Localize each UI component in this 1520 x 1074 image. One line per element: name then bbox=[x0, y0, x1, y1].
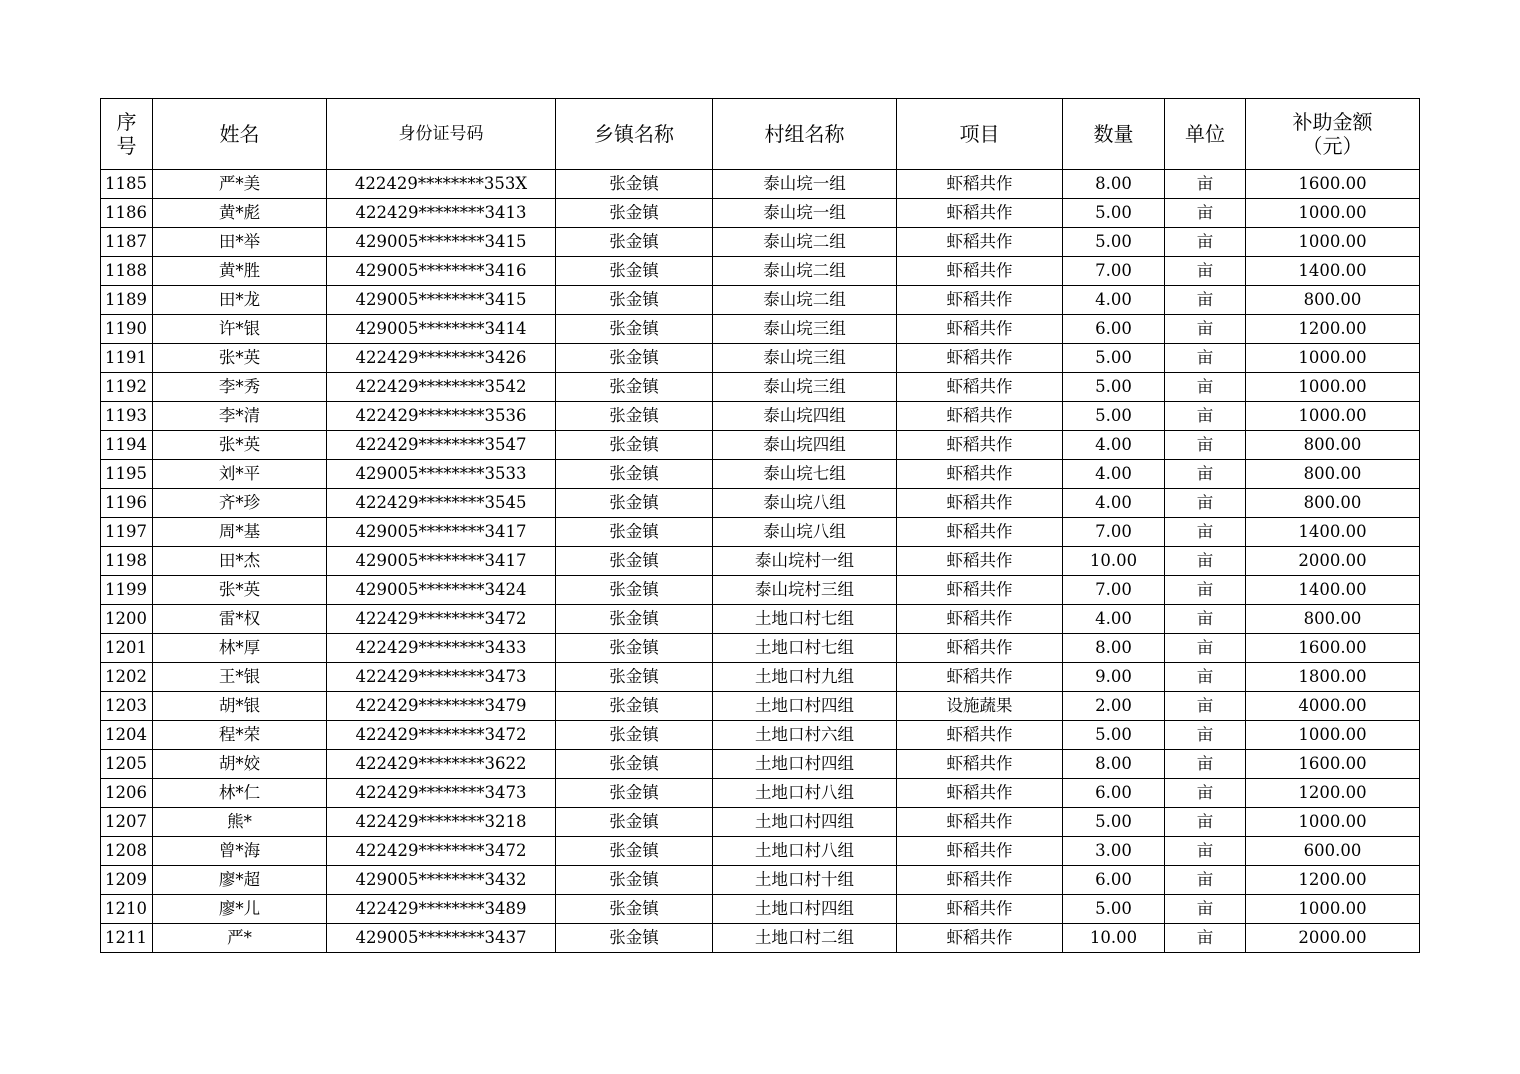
cell-seq: 1192 bbox=[101, 373, 153, 402]
cell-seq: 1185 bbox=[101, 170, 153, 199]
cell-unit: 亩 bbox=[1165, 634, 1246, 663]
cell-name: 田*杰 bbox=[153, 547, 327, 576]
cell-project: 虾稻共作 bbox=[897, 170, 1063, 199]
cell-name: 黄*胜 bbox=[153, 257, 327, 286]
cell-project: 虾稻共作 bbox=[897, 286, 1063, 315]
cell-town: 张金镇 bbox=[556, 170, 713, 199]
cell-quantity: 5.00 bbox=[1063, 373, 1165, 402]
cell-quantity: 8.00 bbox=[1063, 634, 1165, 663]
cell-town: 张金镇 bbox=[556, 431, 713, 460]
cell-name: 田*举 bbox=[153, 228, 327, 257]
cell-town: 张金镇 bbox=[556, 460, 713, 489]
cell-seq: 1199 bbox=[101, 576, 153, 605]
cell-name: 熊* bbox=[153, 808, 327, 837]
table-row bbox=[101, 460, 1420, 489]
cell-village: 泰山垸八组 bbox=[713, 518, 897, 547]
cell-amount: 800.00 bbox=[1246, 431, 1420, 460]
cell-town: 张金镇 bbox=[556, 257, 713, 286]
table-row bbox=[101, 750, 1420, 779]
cell-id-number: 422429********3472 bbox=[327, 837, 556, 866]
cell-name: 严* bbox=[153, 924, 327, 953]
cell-town: 张金镇 bbox=[556, 199, 713, 228]
cell-village: 泰山垸一组 bbox=[713, 199, 897, 228]
cell-quantity: 7.00 bbox=[1063, 518, 1165, 547]
cell-village: 土地口村四组 bbox=[713, 750, 897, 779]
cell-village: 泰山垸四组 bbox=[713, 431, 897, 460]
table-row bbox=[101, 170, 1420, 199]
cell-seq: 1189 bbox=[101, 286, 153, 315]
cell-id-number: 422429********3472 bbox=[327, 721, 556, 750]
header-seq-line2: 号 bbox=[116, 134, 137, 158]
cell-project: 虾稻共作 bbox=[897, 228, 1063, 257]
header-amount-line1: 补助金额 bbox=[1292, 110, 1373, 134]
cell-name: 刘*平 bbox=[153, 460, 327, 489]
cell-id-number: 429005********3415 bbox=[327, 286, 556, 315]
cell-project: 虾稻共作 bbox=[897, 315, 1063, 344]
cell-village: 泰山垸七组 bbox=[713, 460, 897, 489]
cell-village: 泰山垸村三组 bbox=[713, 576, 897, 605]
cell-village: 土地口村七组 bbox=[713, 634, 897, 663]
cell-unit: 亩 bbox=[1165, 402, 1246, 431]
cell-quantity: 3.00 bbox=[1063, 837, 1165, 866]
cell-town: 张金镇 bbox=[556, 895, 713, 924]
cell-unit: 亩 bbox=[1165, 373, 1246, 402]
cell-town: 张金镇 bbox=[556, 315, 713, 344]
cell-name: 胡*姣 bbox=[153, 750, 327, 779]
cell-town: 张金镇 bbox=[556, 576, 713, 605]
header-row bbox=[101, 99, 1420, 170]
cell-id-number: 422429********3622 bbox=[327, 750, 556, 779]
table-row bbox=[101, 547, 1420, 576]
cell-id-number: 422429********3473 bbox=[327, 779, 556, 808]
table-row bbox=[101, 605, 1420, 634]
cell-seq: 1204 bbox=[101, 721, 153, 750]
cell-seq: 1187 bbox=[101, 228, 153, 257]
header-unit: 单位 bbox=[1165, 99, 1246, 170]
cell-id-number: 429005********3415 bbox=[327, 228, 556, 257]
cell-project: 虾稻共作 bbox=[897, 895, 1063, 924]
cell-amount: 1400.00 bbox=[1246, 518, 1420, 547]
cell-amount: 1000.00 bbox=[1246, 344, 1420, 373]
cell-project: 虾稻共作 bbox=[897, 779, 1063, 808]
cell-name: 廖*超 bbox=[153, 866, 327, 895]
cell-name: 严*美 bbox=[153, 170, 327, 199]
cell-unit: 亩 bbox=[1165, 286, 1246, 315]
cell-quantity: 5.00 bbox=[1063, 402, 1165, 431]
cell-seq: 1191 bbox=[101, 344, 153, 373]
cell-seq: 1186 bbox=[101, 199, 153, 228]
cell-amount: 1000.00 bbox=[1246, 721, 1420, 750]
cell-village: 泰山垸二组 bbox=[713, 286, 897, 315]
cell-unit: 亩 bbox=[1165, 460, 1246, 489]
header-town: 乡镇名称 bbox=[556, 99, 713, 170]
cell-quantity: 5.00 bbox=[1063, 228, 1165, 257]
cell-unit: 亩 bbox=[1165, 808, 1246, 837]
cell-id-number: 429005********3417 bbox=[327, 547, 556, 576]
cell-quantity: 2.00 bbox=[1063, 692, 1165, 721]
table-row bbox=[101, 315, 1420, 344]
cell-quantity: 7.00 bbox=[1063, 576, 1165, 605]
cell-seq: 1194 bbox=[101, 431, 153, 460]
cell-amount: 1000.00 bbox=[1246, 373, 1420, 402]
cell-id-number: 422429********3413 bbox=[327, 199, 556, 228]
cell-town: 张金镇 bbox=[556, 721, 713, 750]
cell-project: 虾稻共作 bbox=[897, 750, 1063, 779]
cell-quantity: 8.00 bbox=[1063, 170, 1165, 199]
cell-name: 张*英 bbox=[153, 431, 327, 460]
cell-unit: 亩 bbox=[1165, 721, 1246, 750]
cell-unit: 亩 bbox=[1165, 489, 1246, 518]
cell-id-number: 429005********3417 bbox=[327, 518, 556, 547]
table-row bbox=[101, 779, 1420, 808]
cell-village: 土地口村七组 bbox=[713, 605, 897, 634]
cell-name: 林*仁 bbox=[153, 779, 327, 808]
cell-amount: 2000.00 bbox=[1246, 924, 1420, 953]
cell-quantity: 5.00 bbox=[1063, 808, 1165, 837]
cell-village: 泰山垸村一组 bbox=[713, 547, 897, 576]
cell-id-number: 429005********3414 bbox=[327, 315, 556, 344]
cell-name: 周*基 bbox=[153, 518, 327, 547]
cell-id-number: 422429********353X bbox=[327, 170, 556, 199]
cell-name: 齐*珍 bbox=[153, 489, 327, 518]
table-row bbox=[101, 837, 1420, 866]
cell-town: 张金镇 bbox=[556, 663, 713, 692]
cell-unit: 亩 bbox=[1165, 518, 1246, 547]
table-row bbox=[101, 634, 1420, 663]
cell-name: 许*银 bbox=[153, 315, 327, 344]
cell-name: 雷*权 bbox=[153, 605, 327, 634]
cell-town: 张金镇 bbox=[556, 634, 713, 663]
cell-id-number: 422429********3433 bbox=[327, 634, 556, 663]
cell-village: 土地口村九组 bbox=[713, 663, 897, 692]
cell-quantity: 4.00 bbox=[1063, 489, 1165, 518]
header-name: 姓名 bbox=[153, 99, 327, 170]
cell-id-number: 422429********3547 bbox=[327, 431, 556, 460]
cell-project: 虾稻共作 bbox=[897, 721, 1063, 750]
cell-project: 虾稻共作 bbox=[897, 837, 1063, 866]
cell-unit: 亩 bbox=[1165, 344, 1246, 373]
cell-village: 泰山垸三组 bbox=[713, 373, 897, 402]
cell-amount: 800.00 bbox=[1246, 489, 1420, 518]
cell-id-number: 429005********3432 bbox=[327, 866, 556, 895]
cell-amount: 1000.00 bbox=[1246, 228, 1420, 257]
cell-project: 虾稻共作 bbox=[897, 866, 1063, 895]
cell-name: 林*厚 bbox=[153, 634, 327, 663]
cell-unit: 亩 bbox=[1165, 576, 1246, 605]
cell-amount: 800.00 bbox=[1246, 605, 1420, 634]
cell-village: 土地口村八组 bbox=[713, 837, 897, 866]
cell-project: 虾稻共作 bbox=[897, 605, 1063, 634]
cell-quantity: 4.00 bbox=[1063, 460, 1165, 489]
cell-amount: 1600.00 bbox=[1246, 170, 1420, 199]
cell-seq: 1197 bbox=[101, 518, 153, 547]
cell-unit: 亩 bbox=[1165, 170, 1246, 199]
cell-town: 张金镇 bbox=[556, 373, 713, 402]
cell-town: 张金镇 bbox=[556, 228, 713, 257]
header-seq bbox=[101, 99, 153, 170]
cell-town: 张金镇 bbox=[556, 489, 713, 518]
cell-id-number: 429005********3533 bbox=[327, 460, 556, 489]
cell-village: 土地口村四组 bbox=[713, 895, 897, 924]
cell-seq: 1190 bbox=[101, 315, 153, 344]
cell-village: 土地口村四组 bbox=[713, 692, 897, 721]
cell-village: 土地口村六组 bbox=[713, 721, 897, 750]
cell-amount: 1600.00 bbox=[1246, 634, 1420, 663]
cell-town: 张金镇 bbox=[556, 286, 713, 315]
cell-seq: 1203 bbox=[101, 692, 153, 721]
cell-amount: 1400.00 bbox=[1246, 576, 1420, 605]
cell-unit: 亩 bbox=[1165, 663, 1246, 692]
cell-amount: 1600.00 bbox=[1246, 750, 1420, 779]
table-row bbox=[101, 402, 1420, 431]
cell-unit: 亩 bbox=[1165, 547, 1246, 576]
cell-unit: 亩 bbox=[1165, 431, 1246, 460]
cell-seq: 1200 bbox=[101, 605, 153, 634]
cell-amount: 800.00 bbox=[1246, 460, 1420, 489]
cell-name: 王*银 bbox=[153, 663, 327, 692]
cell-town: 张金镇 bbox=[556, 547, 713, 576]
cell-village: 泰山垸三组 bbox=[713, 344, 897, 373]
table-body bbox=[101, 170, 1420, 953]
cell-id-number: 422429********3479 bbox=[327, 692, 556, 721]
cell-village: 泰山垸四组 bbox=[713, 402, 897, 431]
cell-project: 虾稻共作 bbox=[897, 634, 1063, 663]
cell-town: 张金镇 bbox=[556, 344, 713, 373]
header-project: 项目 bbox=[897, 99, 1063, 170]
cell-seq: 1206 bbox=[101, 779, 153, 808]
header-village: 村组名称 bbox=[713, 99, 897, 170]
cell-quantity: 10.00 bbox=[1063, 924, 1165, 953]
cell-seq: 1188 bbox=[101, 257, 153, 286]
cell-unit: 亩 bbox=[1165, 924, 1246, 953]
cell-village: 泰山垸二组 bbox=[713, 257, 897, 286]
cell-project: 虾稻共作 bbox=[897, 808, 1063, 837]
cell-unit: 亩 bbox=[1165, 866, 1246, 895]
cell-name: 李*秀 bbox=[153, 373, 327, 402]
cell-seq: 1196 bbox=[101, 489, 153, 518]
cell-amount: 1000.00 bbox=[1246, 402, 1420, 431]
cell-id-number: 429005********3416 bbox=[327, 257, 556, 286]
table-row bbox=[101, 489, 1420, 518]
cell-name: 胡*银 bbox=[153, 692, 327, 721]
cell-village: 土地口村四组 bbox=[713, 808, 897, 837]
header-amount bbox=[1246, 99, 1420, 170]
cell-quantity: 10.00 bbox=[1063, 547, 1165, 576]
cell-amount: 1000.00 bbox=[1246, 895, 1420, 924]
cell-name: 程*荣 bbox=[153, 721, 327, 750]
table-row bbox=[101, 895, 1420, 924]
table-row bbox=[101, 576, 1420, 605]
cell-town: 张金镇 bbox=[556, 605, 713, 634]
cell-id-number: 422429********3426 bbox=[327, 344, 556, 373]
header-id-number: 身份证号码 bbox=[327, 99, 556, 170]
cell-quantity: 4.00 bbox=[1063, 431, 1165, 460]
cell-unit: 亩 bbox=[1165, 605, 1246, 634]
table-row bbox=[101, 808, 1420, 837]
cell-quantity: 6.00 bbox=[1063, 866, 1165, 895]
cell-project: 虾稻共作 bbox=[897, 518, 1063, 547]
cell-town: 张金镇 bbox=[556, 750, 713, 779]
cell-town: 张金镇 bbox=[556, 402, 713, 431]
cell-quantity: 5.00 bbox=[1063, 199, 1165, 228]
table-row bbox=[101, 286, 1420, 315]
cell-town: 张金镇 bbox=[556, 924, 713, 953]
cell-village: 泰山垸八组 bbox=[713, 489, 897, 518]
subsidy-table bbox=[100, 98, 1420, 953]
cell-village: 土地口村二组 bbox=[713, 924, 897, 953]
table-row bbox=[101, 431, 1420, 460]
cell-amount: 1000.00 bbox=[1246, 808, 1420, 837]
cell-amount: 4000.00 bbox=[1246, 692, 1420, 721]
cell-id-number: 422429********3489 bbox=[327, 895, 556, 924]
cell-project: 虾稻共作 bbox=[897, 924, 1063, 953]
header-amount-line2: （元） bbox=[1302, 134, 1363, 158]
cell-town: 张金镇 bbox=[556, 837, 713, 866]
table-row bbox=[101, 518, 1420, 547]
cell-project: 设施蔬果 bbox=[897, 692, 1063, 721]
table-row bbox=[101, 199, 1420, 228]
cell-project: 虾稻共作 bbox=[897, 199, 1063, 228]
cell-seq: 1207 bbox=[101, 808, 153, 837]
cell-quantity: 7.00 bbox=[1063, 257, 1165, 286]
cell-quantity: 4.00 bbox=[1063, 605, 1165, 634]
cell-village: 泰山垸二组 bbox=[713, 228, 897, 257]
cell-seq: 1209 bbox=[101, 866, 153, 895]
cell-seq: 1193 bbox=[101, 402, 153, 431]
table-row bbox=[101, 692, 1420, 721]
cell-seq: 1202 bbox=[101, 663, 153, 692]
cell-project: 虾稻共作 bbox=[897, 402, 1063, 431]
cell-id-number: 429005********3424 bbox=[327, 576, 556, 605]
cell-project: 虾稻共作 bbox=[897, 576, 1063, 605]
cell-name: 张*英 bbox=[153, 344, 327, 373]
cell-quantity: 5.00 bbox=[1063, 721, 1165, 750]
cell-name: 曾*海 bbox=[153, 837, 327, 866]
cell-amount: 1400.00 bbox=[1246, 257, 1420, 286]
table-row bbox=[101, 663, 1420, 692]
cell-project: 虾稻共作 bbox=[897, 344, 1063, 373]
cell-project: 虾稻共作 bbox=[897, 431, 1063, 460]
table-row bbox=[101, 373, 1420, 402]
table-row bbox=[101, 257, 1420, 286]
cell-project: 虾稻共作 bbox=[897, 460, 1063, 489]
cell-quantity: 4.00 bbox=[1063, 286, 1165, 315]
cell-amount: 1200.00 bbox=[1246, 866, 1420, 895]
cell-seq: 1195 bbox=[101, 460, 153, 489]
cell-seq: 1211 bbox=[101, 924, 153, 953]
header-quantity: 数量 bbox=[1063, 99, 1165, 170]
cell-quantity: 8.00 bbox=[1063, 750, 1165, 779]
cell-quantity: 9.00 bbox=[1063, 663, 1165, 692]
cell-id-number: 422429********3542 bbox=[327, 373, 556, 402]
table-row bbox=[101, 344, 1420, 373]
table-row bbox=[101, 866, 1420, 895]
cell-unit: 亩 bbox=[1165, 257, 1246, 286]
cell-amount: 600.00 bbox=[1246, 837, 1420, 866]
cell-id-number: 422429********3545 bbox=[327, 489, 556, 518]
cell-unit: 亩 bbox=[1165, 199, 1246, 228]
cell-id-number: 422429********3472 bbox=[327, 605, 556, 634]
cell-amount: 1800.00 bbox=[1246, 663, 1420, 692]
table-header bbox=[101, 99, 1420, 170]
cell-unit: 亩 bbox=[1165, 315, 1246, 344]
cell-quantity: 6.00 bbox=[1063, 779, 1165, 808]
cell-name: 黄*彪 bbox=[153, 199, 327, 228]
cell-unit: 亩 bbox=[1165, 837, 1246, 866]
cell-seq: 1205 bbox=[101, 750, 153, 779]
cell-id-number: 429005********3437 bbox=[327, 924, 556, 953]
cell-seq: 1201 bbox=[101, 634, 153, 663]
cell-project: 虾稻共作 bbox=[897, 547, 1063, 576]
cell-quantity: 5.00 bbox=[1063, 344, 1165, 373]
cell-town: 张金镇 bbox=[556, 808, 713, 837]
cell-unit: 亩 bbox=[1165, 692, 1246, 721]
cell-id-number: 422429********3218 bbox=[327, 808, 556, 837]
cell-town: 张金镇 bbox=[556, 692, 713, 721]
cell-village: 泰山垸一组 bbox=[713, 170, 897, 199]
cell-unit: 亩 bbox=[1165, 895, 1246, 924]
header-seq-line1: 序 bbox=[116, 110, 137, 134]
cell-amount: 2000.00 bbox=[1246, 547, 1420, 576]
cell-unit: 亩 bbox=[1165, 779, 1246, 808]
table-row bbox=[101, 721, 1420, 750]
cell-name: 李*清 bbox=[153, 402, 327, 431]
cell-amount: 800.00 bbox=[1246, 286, 1420, 315]
cell-seq: 1210 bbox=[101, 895, 153, 924]
cell-project: 虾稻共作 bbox=[897, 489, 1063, 518]
cell-village: 泰山垸三组 bbox=[713, 315, 897, 344]
cell-name: 张*英 bbox=[153, 576, 327, 605]
cell-unit: 亩 bbox=[1165, 228, 1246, 257]
cell-town: 张金镇 bbox=[556, 518, 713, 547]
table-row bbox=[101, 924, 1420, 953]
cell-project: 虾稻共作 bbox=[897, 373, 1063, 402]
cell-quantity: 6.00 bbox=[1063, 315, 1165, 344]
cell-town: 张金镇 bbox=[556, 866, 713, 895]
cell-quantity: 5.00 bbox=[1063, 895, 1165, 924]
table-row bbox=[101, 228, 1420, 257]
cell-project: 虾稻共作 bbox=[897, 663, 1063, 692]
cell-project: 虾稻共作 bbox=[897, 257, 1063, 286]
cell-seq: 1208 bbox=[101, 837, 153, 866]
cell-id-number: 422429********3473 bbox=[327, 663, 556, 692]
cell-town: 张金镇 bbox=[556, 779, 713, 808]
cell-seq: 1198 bbox=[101, 547, 153, 576]
cell-village: 土地口村十组 bbox=[713, 866, 897, 895]
cell-name: 田*龙 bbox=[153, 286, 327, 315]
cell-village: 土地口村八组 bbox=[713, 779, 897, 808]
cell-amount: 1000.00 bbox=[1246, 199, 1420, 228]
cell-unit: 亩 bbox=[1165, 750, 1246, 779]
cell-amount: 1200.00 bbox=[1246, 315, 1420, 344]
cell-name: 廖*儿 bbox=[153, 895, 327, 924]
cell-id-number: 422429********3536 bbox=[327, 402, 556, 431]
cell-amount: 1200.00 bbox=[1246, 779, 1420, 808]
